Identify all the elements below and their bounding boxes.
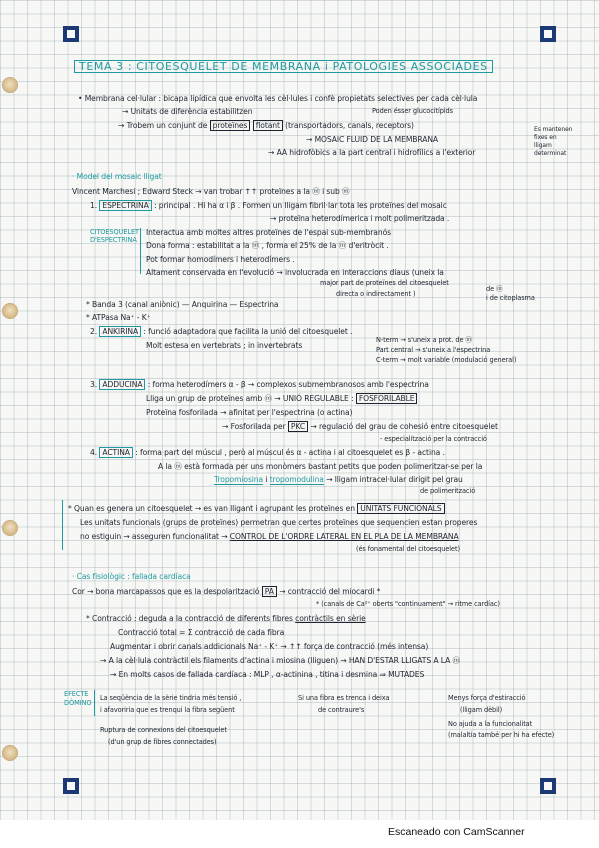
- actin-monomers: A la ⓜ està formada per uns monòmers bastant petits que poden polimeritzar-se per la: [158, 462, 483, 471]
- page-title: TEMA 3 : CITOESQUELET DE MEMBRANA i PATOLOGIES ASSOCIADES: [74, 60, 493, 73]
- side-note-fixed: Es mantenen fixes en lligam determinat: [534, 126, 573, 157]
- heart-failure-heading: · Cas fisiològic : fallada cardíaca: [72, 572, 191, 581]
- side-note-domino: EFECTE DÒMINO: [64, 690, 92, 707]
- domino-next-fiber: i afavoriria que es trenqui la fibra següent: [100, 706, 235, 714]
- membrane-protein-types: (transportadors, canals, receptors): [285, 121, 414, 130]
- adducin-regulable: [146, 394, 417, 403]
- spectrin-line: [90, 201, 447, 210]
- binder-hole-3: [2, 520, 18, 536]
- functional-units-bracket: [62, 500, 63, 550]
- cytoskeleton-rupture: Ruptura de connexions del citoesquelet: [100, 726, 227, 734]
- side-note-spectrin-skeleton: CITOESQUELET D'ESPECTRINA: [90, 228, 139, 244]
- spectrin-label: ESPECTRINA: [99, 200, 151, 211]
- binder-hole-1: [2, 77, 18, 93]
- actin-line: [90, 448, 445, 457]
- atpase-line: * ATPasa Na⁺ - K⁺: [86, 313, 151, 322]
- functional-units-control: [80, 532, 459, 541]
- ankyrin-label: ANKIRINA: [99, 326, 141, 337]
- corner-marker-bottom-right: [540, 778, 556, 794]
- contraction-line: [86, 614, 366, 623]
- heart-contraction: → contracció del miocardi *: [279, 587, 381, 596]
- mosaic-fluid-note: → MOSAIC FLUID DE LA MEMBRANA: [306, 135, 439, 144]
- actin-label: ACTINA: [99, 447, 133, 458]
- actin-tropomyosin-line: [214, 475, 463, 484]
- no-functionality: No ajuda a la funcionalitat: [448, 720, 533, 728]
- adducin-group: Lliga un grup de proteïnes amb ⓜ → UNIÓ REGULABLE :: [146, 394, 354, 403]
- ankyrin-cterm: C-term → molt variable (modulació general): [376, 356, 517, 364]
- corner-marker-bottom-left: [63, 778, 79, 794]
- functional-units-assure: no estiguin → asseguren funcionalitat →: [80, 532, 228, 541]
- functional-units-line: [68, 504, 445, 513]
- adducin-contraction: - especialització per la contracció: [380, 435, 487, 443]
- spectrin-heterodimer: → proteïna heterodímerica i molt polimeritzada .: [270, 214, 450, 223]
- contraction-series: contràctils en sèrie: [295, 614, 366, 623]
- contraction-desc: * Contracció : deguda a la contracció de diferents fibres: [86, 614, 293, 623]
- actin-and: i: [265, 475, 268, 484]
- ankyrin-central: Part central → s'uneix a l'espectrina: [376, 346, 491, 354]
- actin-myosin-anchor: → A la cèl·lula contràctil els filaments d'actina i miosina (lliguen) → HAN D'ESTAR LLIGATS A LA ⓜ: [100, 656, 460, 665]
- corner-marker-top-right: [540, 26, 556, 42]
- spectrin-conserved: Altament conservada en l'evolució → involucrada en interaccions diaus (uneix la: [146, 268, 444, 277]
- adducin-phospho-box: FOSFORILABLE: [356, 393, 418, 404]
- domino-break: Si una fibra es trenca i deixa: [298, 694, 390, 702]
- membrane-proteins-prefix: → Trobem un conjunt de: [118, 121, 208, 130]
- domino-tension: La seqüència de la sèrie tindria més tensió ,: [100, 694, 242, 702]
- actin-tropomyosin: Tropomiosina: [214, 475, 264, 484]
- binder-hole-2: [2, 303, 18, 319]
- ankyrin-vertebrates: Molt estesa en vertebrats ; in invertebrats: [146, 341, 303, 350]
- membrane-proteins-line: [118, 121, 414, 130]
- adducin-phospho: Proteïna fosforilada → afinitat per l'espectrina (o actina): [146, 408, 353, 417]
- actin-polymerization: de polimerització: [420, 487, 476, 495]
- mutated-proteins: → En molts casos de fallada cardíaca : MLP , α-actinina , titina i desmina ⇒ MUTADES: [110, 670, 425, 679]
- lateral-order-control: CONTROL DE L'ORDRE LATERAL EN EL PLA DE LA MEMBRANA: [229, 532, 459, 541]
- weak-link: (lligam dèbil): [460, 706, 503, 714]
- scanner-footer: Escaneado con CamScanner: [388, 826, 525, 838]
- calcium-channels: * (canals de Ca²⁺ oberts "continuament" → ritme cardíac): [316, 600, 500, 608]
- membrane-definition: • Membrana cel·lular : bicapa lipídica que envolta les cèl·lules i confè propietats selectives per cada cèl·lula: [78, 94, 478, 103]
- spectrin-number: 1.: [90, 201, 98, 210]
- action-potential-box: PA: [262, 586, 277, 597]
- ankyrin-nterm: N-term → s'uneix a prot. de ⓜ: [376, 336, 472, 344]
- channel-increase: Augmentar i obrir canals addicionals Na⁺ - K⁺ → ↑↑ força de contracció (més intensa): [110, 642, 429, 651]
- spectrin-dimers: Pot formar homodímers i heterodímers .: [146, 255, 295, 264]
- total-contraction: Contracció total = Σ contracció de cada fibra: [118, 628, 285, 637]
- spectrin-cyto-proteins: major part de proteïnes del citoesquelet: [320, 279, 449, 287]
- adducin-pkc-line: [222, 422, 498, 431]
- adducin-pkc-box: PKC: [288, 421, 308, 432]
- spectrin-membrane: de ⓜ: [486, 285, 503, 293]
- spectrin-desc: : principal . Hi ha α i β . Formen un lligam fibril·lar tota les proteïnes del mosaic: [154, 201, 447, 210]
- fiber-group: (d'un grup de fibres connectades): [108, 738, 217, 746]
- corner-marker-top-left: [63, 26, 79, 42]
- functional-units-fundamental: (és fonamental del citoesquelet): [356, 545, 460, 553]
- band3-line: * Banda 3 (canal aniònic) — Anquirina — Espectrina: [86, 300, 279, 309]
- membrane-proteins-word: proteïnes: [210, 120, 251, 131]
- adducin-label: ADDUCINA: [99, 379, 145, 390]
- ankyrin-number: 2.: [90, 327, 98, 336]
- spectrin-direct: directa o indirectament ): [336, 290, 416, 298]
- actin-desc: : forma part del múscul , però al múscul és α - actina i al citoesquelet es β - actina .: [135, 448, 445, 457]
- heart-pacemaker-line: [72, 587, 380, 596]
- domino-contract: de contraure's: [318, 706, 365, 714]
- disease-effect: (malaltia també per hi ha efecte): [448, 731, 555, 739]
- mosaic-model-heading: · Model del mosaic lligat: [72, 172, 162, 181]
- binder-hole-4: [2, 745, 18, 761]
- ankyrin-line: [90, 327, 352, 336]
- spectrin-interacts: Interactua amb moltes altres proteïnes de l'espai sub-membranós: [146, 228, 391, 237]
- heart-pacemaker: Cor → bona marcapassos que es la despolarització: [72, 587, 260, 596]
- hydrophobic-note: → AA hidrofòbics a la part central i hidrofílics a l'exterior: [268, 148, 476, 157]
- adducin-pkc-prefix: → Fosforilada per: [222, 422, 286, 431]
- membrane-glyco: Poden ésser glucocitípids: [372, 107, 453, 115]
- adducin-desc: : forma heterodímers α - β → complexos submembranosos amb l'espectrina: [147, 380, 429, 389]
- membrane-floating-word: flotant: [253, 120, 283, 131]
- functional-units-desc: * Quan es genera un citoesquelet → es van lligant i agrupant les proteïnes en: [68, 504, 355, 513]
- functional-units-box: UNITATS FUNCIONALS: [357, 503, 444, 514]
- spectrin-shape: Dona forma : estabilitat a la ⓜ , forma el 25% de la ⓜ d'eritròcit .: [146, 241, 389, 250]
- spectrin-cytoplasm: i de citoplasma: [486, 294, 535, 302]
- actin-linkage: → lligam intracel·lular dirigit pel grau: [326, 475, 463, 484]
- actin-tropomodulin: tropomodulina: [269, 475, 324, 484]
- adducin-pkc-regulation: → regulació del grau de cohesió entre citoesquelet: [310, 422, 498, 431]
- actin-number: 4.: [90, 448, 98, 457]
- weaker-stretch: Menys força d'estiracció: [448, 694, 526, 702]
- adducin-line: [90, 380, 429, 389]
- adducin-number: 3.: [90, 380, 98, 389]
- membrane-units: → Unitats de diferència estabilitzen: [122, 107, 253, 116]
- domino-bracket: [94, 690, 95, 716]
- ankyrin-desc: : funció adaptadora que facilita la unió del citoesquelet .: [143, 327, 353, 336]
- marchesi-line: Vincent Marchesi ; Edward Steck → van trobar ↑↑ proteïnes a la ⓜ i sub ⓜ: [72, 187, 350, 196]
- spectrin-bracket: [140, 228, 141, 274]
- functional-units-groups: Les unitats funcionals (grups de proteïnes) permetran que certes proteïnes que sequencien estan properes: [80, 518, 478, 527]
